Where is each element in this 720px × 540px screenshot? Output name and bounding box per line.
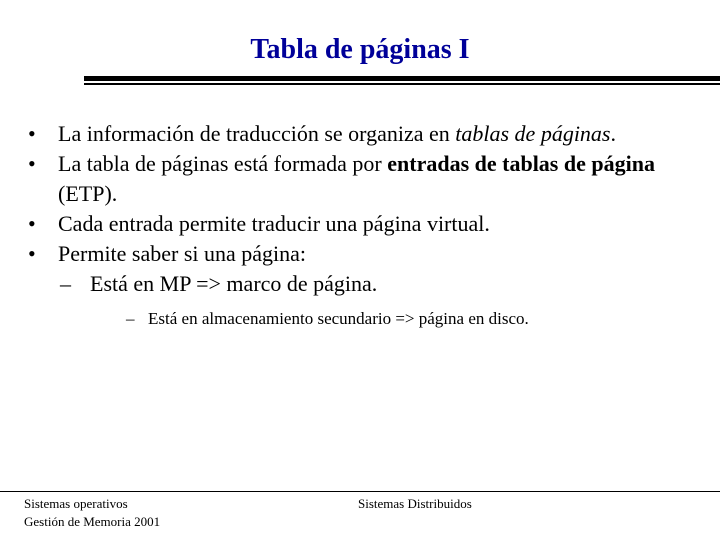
bullet-marker: • bbox=[28, 211, 36, 236]
sub-bullet-text: Está en MP => marco de página. bbox=[90, 271, 378, 296]
sub-bullet-item bbox=[60, 269, 708, 299]
sub-bullet-marker: – bbox=[60, 271, 71, 296]
footer-left bbox=[24, 495, 160, 531]
bold-term: entradas de tablas de página bbox=[387, 151, 655, 176]
bullet-marker: • bbox=[28, 151, 36, 176]
sub-bullet-item bbox=[126, 308, 529, 330]
bullet-text: La información de traducción se organiza en tablas de páginas. bbox=[58, 121, 616, 146]
footer-center: Sistemas Distribuidos bbox=[358, 496, 472, 511]
sub-bullet-marker: – bbox=[126, 309, 135, 328]
bullet-text: Permite saber si una página: bbox=[58, 241, 307, 266]
footer-divider bbox=[0, 491, 720, 492]
bullet-item bbox=[28, 119, 708, 149]
sub-bullet-text: Está en almacenamiento secundario => página en disco. bbox=[148, 309, 529, 328]
bullet-marker: • bbox=[28, 241, 36, 266]
bullet-item bbox=[28, 149, 708, 209]
slide-title: Tabla de páginas I bbox=[250, 34, 470, 65]
title-divider-thick bbox=[84, 76, 720, 81]
slide-body bbox=[28, 119, 708, 299]
footer-course: Sistemas operativos bbox=[24, 496, 128, 511]
footer-topic: Gestión de Memoria 2001 bbox=[24, 514, 161, 529]
title-divider-thin bbox=[84, 83, 720, 85]
bullet-text: Cada entrada permite traducir una página virtual. bbox=[58, 211, 490, 236]
bullet-item bbox=[28, 209, 708, 239]
bullet-item bbox=[28, 239, 708, 269]
bullet-text: La tabla de páginas está formada por entradas de tablas de página (ETP). bbox=[58, 151, 655, 206]
emphasis-text: tablas de páginas bbox=[455, 121, 611, 146]
bullet-marker: • bbox=[28, 121, 36, 146]
